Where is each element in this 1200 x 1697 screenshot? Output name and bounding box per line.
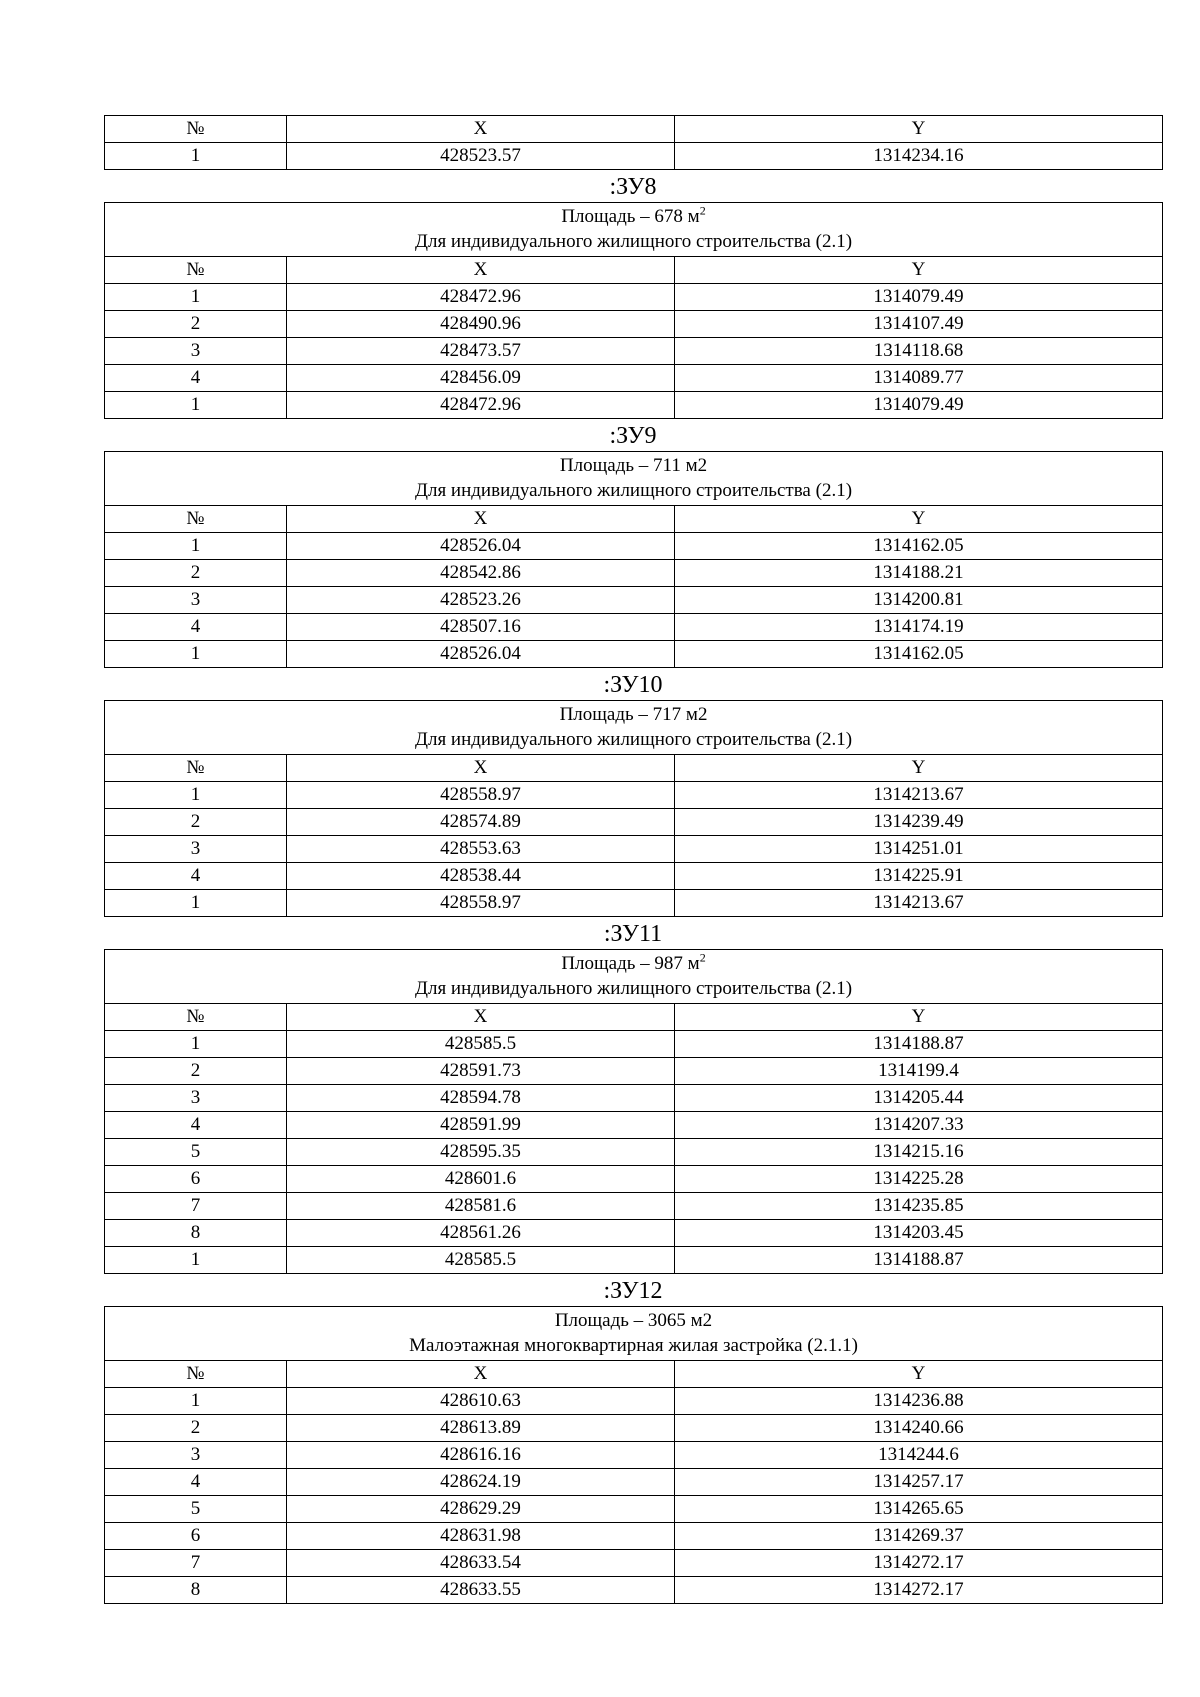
point-number: 1 — [105, 284, 287, 311]
point-y: 1314107.49 — [675, 311, 1163, 338]
table-row — [105, 1193, 1163, 1220]
plot-title: :ЗУ10 — [603, 672, 663, 698]
point-x: 428558.97 — [287, 782, 675, 809]
point-y: 1314199.4 — [675, 1058, 1163, 1085]
point-y: 1314213.67 — [675, 782, 1163, 809]
point-y: 1314188.21 — [675, 560, 1163, 587]
point-number: 8 — [105, 1577, 287, 1604]
point-number: 1 — [105, 1247, 287, 1274]
point-number: 6 — [105, 1523, 287, 1550]
point-x: 428523.57 — [287, 143, 675, 170]
point-number: 7 — [105, 1193, 287, 1220]
table-row — [105, 1112, 1163, 1139]
table-row — [105, 614, 1163, 641]
plot-area: Площадь – 717 м2 — [559, 704, 708, 725]
plot-info-row — [105, 452, 1163, 506]
table-row — [105, 1247, 1163, 1274]
point-x: 428456.09 — [287, 365, 675, 392]
plot-info-row — [105, 1307, 1163, 1361]
top-coordinates-table — [104, 115, 1163, 170]
point-y: 1314225.91 — [675, 863, 1163, 890]
table-header-row — [105, 506, 1163, 533]
point-x: 428507.16 — [287, 614, 675, 641]
table-header-row — [105, 1361, 1163, 1388]
point-y: 1314234.16 — [675, 143, 1163, 170]
point-number: 3 — [105, 1085, 287, 1112]
point-x: 428594.78 — [287, 1085, 675, 1112]
plot-info — [105, 701, 1163, 755]
table-row — [105, 863, 1163, 890]
table-row — [105, 311, 1163, 338]
plot-table — [104, 451, 1163, 668]
point-x: 428610.63 — [287, 1388, 675, 1415]
point-x: 428616.16 — [287, 1442, 675, 1469]
point-y: 1314205.44 — [675, 1085, 1163, 1112]
point-x: 428553.63 — [287, 836, 675, 863]
plot-title: :ЗУ12 — [603, 1278, 663, 1304]
header-number: № — [105, 755, 287, 782]
point-x: 428585.5 — [287, 1247, 675, 1274]
header-x: X — [287, 506, 675, 533]
plot-area: Площадь – 678 $м^2$ — [561, 203, 706, 227]
point-x: 428472.96 — [287, 392, 675, 419]
header-x: X — [287, 1361, 675, 1388]
point-y: 1314079.49 — [675, 392, 1163, 419]
table-row — [105, 533, 1163, 560]
plot-area: Площадь – 987 $м^2$ — [561, 950, 706, 974]
point-number: 4 — [105, 1112, 287, 1139]
point-y: 1314269.37 — [675, 1523, 1163, 1550]
point-number: 1 — [105, 1388, 287, 1415]
point-x: 428538.44 — [287, 863, 675, 890]
plot-use: Малоэтажная многоквартирная жилая застройка (2.1.1) — [409, 1335, 858, 1356]
point-x: 428595.35 — [287, 1139, 675, 1166]
plot-info-row — [105, 950, 1163, 1004]
plot-area: Площадь – 711 м2 — [559, 455, 708, 476]
plot-info — [105, 203, 1163, 257]
point-y: 1314236.88 — [675, 1388, 1163, 1415]
table-row — [105, 338, 1163, 365]
point-x: 428558.97 — [287, 890, 675, 917]
point-number: 1 — [105, 782, 287, 809]
point-y: 1314079.49 — [675, 284, 1163, 311]
point-x: 428574.89 — [287, 809, 675, 836]
table-row — [105, 1577, 1163, 1604]
table-row — [105, 782, 1163, 809]
table-row — [105, 1496, 1163, 1523]
point-y: 1314162.05 — [675, 533, 1163, 560]
point-number: 2 — [105, 560, 287, 587]
table-row — [105, 890, 1163, 917]
point-y: 1314240.66 — [675, 1415, 1163, 1442]
point-y: 1314239.49 — [675, 809, 1163, 836]
point-x: 428526.04 — [287, 641, 675, 668]
point-number: 4 — [105, 1469, 287, 1496]
point-number: 5 — [105, 1496, 287, 1523]
point-x: 428631.98 — [287, 1523, 675, 1550]
plot-use: Для индивидуального жилищного строительства (2.1) — [415, 978, 853, 999]
point-x: 428523.26 — [287, 587, 675, 614]
point-number: 3 — [105, 1442, 287, 1469]
point-x: 428473.57 — [287, 338, 675, 365]
header-x: X — [287, 257, 675, 284]
point-y: 1314272.17 — [675, 1550, 1163, 1577]
point-y: 1314118.68 — [675, 338, 1163, 365]
table-row — [105, 641, 1163, 668]
table-row — [105, 284, 1163, 311]
plot-info — [105, 452, 1163, 506]
table-header-row — [105, 257, 1163, 284]
point-number: 2 — [105, 1415, 287, 1442]
point-y: 1314188.87 — [675, 1247, 1163, 1274]
table-row — [105, 1550, 1163, 1577]
table-row — [105, 1220, 1163, 1247]
table-row — [105, 1166, 1163, 1193]
plot-table — [104, 1306, 1163, 1604]
header-number: № — [105, 1004, 287, 1031]
table-row — [105, 1139, 1163, 1166]
table-row — [105, 143, 1163, 170]
point-y: 1314174.19 — [675, 614, 1163, 641]
point-y: 1314200.81 — [675, 587, 1163, 614]
point-y: 1314162.05 — [675, 641, 1163, 668]
plot-use: Для индивидуального жилищного строительства (2.1) — [415, 231, 853, 252]
point-number: 2 — [105, 311, 287, 338]
table-row — [105, 1031, 1163, 1058]
point-x: 428601.6 — [287, 1166, 675, 1193]
header-number: № — [105, 257, 287, 284]
point-number: 3 — [105, 587, 287, 614]
table-row — [105, 1523, 1163, 1550]
table-row — [105, 1388, 1163, 1415]
plot-info — [105, 1307, 1163, 1361]
header-y: Y — [675, 116, 1163, 143]
point-number: 3 — [105, 338, 287, 365]
table-header-row — [105, 116, 1163, 143]
point-y: 1314251.01 — [675, 836, 1163, 863]
plot-title: :ЗУ11 — [603, 921, 663, 947]
plot-use: Для индивидуального жилищного строительства (2.1) — [415, 480, 853, 501]
point-x: 428591.73 — [287, 1058, 675, 1085]
table-header-row — [105, 755, 1163, 782]
point-x: 428542.86 — [287, 560, 675, 587]
point-number: 1 — [105, 890, 287, 917]
plot-info-row — [105, 203, 1163, 257]
plot-table — [104, 949, 1163, 1274]
table-row — [105, 392, 1163, 419]
header-number: № — [105, 116, 287, 143]
point-x: 428490.96 — [287, 311, 675, 338]
point-y: 1314207.33 — [675, 1112, 1163, 1139]
point-x: 428624.19 — [287, 1469, 675, 1496]
point-number: 5 — [105, 1139, 287, 1166]
coordinates-document — [104, 115, 1162, 1604]
plot-title: :ЗУ9 — [609, 423, 657, 449]
point-y: 1314272.17 — [675, 1577, 1163, 1604]
header-y: Y — [675, 506, 1163, 533]
point-y: 1314244.6 — [675, 1442, 1163, 1469]
header-number: № — [105, 1361, 287, 1388]
plot-table — [104, 202, 1163, 419]
table-header-row — [105, 1004, 1163, 1031]
point-number: 6 — [105, 1166, 287, 1193]
header-y: Y — [675, 755, 1163, 782]
point-x: 428561.26 — [287, 1220, 675, 1247]
point-number: 1 — [105, 641, 287, 668]
table-row — [105, 587, 1163, 614]
header-x: X — [287, 755, 675, 782]
table-row — [105, 809, 1163, 836]
point-x: 428526.04 — [287, 533, 675, 560]
table-row — [105, 560, 1163, 587]
point-number: 2 — [105, 809, 287, 836]
point-number: 4 — [105, 863, 287, 890]
point-y: 1314257.17 — [675, 1469, 1163, 1496]
table-row — [105, 836, 1163, 863]
point-y: 1314203.45 — [675, 1220, 1163, 1247]
point-number: 1 — [105, 1031, 287, 1058]
point-number: 4 — [105, 614, 287, 641]
point-y: 1314215.16 — [675, 1139, 1163, 1166]
header-number: № — [105, 506, 287, 533]
table-row — [105, 1442, 1163, 1469]
point-number: 1 — [105, 392, 287, 419]
table-row — [105, 1058, 1163, 1085]
table-row — [105, 1415, 1163, 1442]
plot-info — [105, 950, 1163, 1004]
point-x: 428613.89 — [287, 1415, 675, 1442]
point-x: 428585.5 — [287, 1031, 675, 1058]
header-x: X — [287, 1004, 675, 1031]
table-row — [105, 365, 1163, 392]
header-x: X — [287, 116, 675, 143]
point-y: 1314225.28 — [675, 1166, 1163, 1193]
point-x: 428633.54 — [287, 1550, 675, 1577]
point-y: 1314089.77 — [675, 365, 1163, 392]
point-number: 1 — [105, 143, 287, 170]
point-y: 1314265.65 — [675, 1496, 1163, 1523]
point-y: 1314235.85 — [675, 1193, 1163, 1220]
plot-info-row — [105, 701, 1163, 755]
header-y: Y — [675, 1004, 1163, 1031]
table-row — [105, 1085, 1163, 1112]
point-number: 2 — [105, 1058, 287, 1085]
point-number: 4 — [105, 365, 287, 392]
point-x: 428581.6 — [287, 1193, 675, 1220]
point-x: 428472.96 — [287, 284, 675, 311]
point-y: 1314188.87 — [675, 1031, 1163, 1058]
plot-area: Площадь – 3065 м2 — [554, 1310, 713, 1331]
point-x: 428591.99 — [287, 1112, 675, 1139]
point-number: 8 — [105, 1220, 287, 1247]
point-number: 1 — [105, 533, 287, 560]
header-y: Y — [675, 1361, 1163, 1388]
table-row — [105, 1469, 1163, 1496]
point-x: 428629.29 — [287, 1496, 675, 1523]
point-number: 7 — [105, 1550, 287, 1577]
point-x: 428633.55 — [287, 1577, 675, 1604]
plot-title: :ЗУ8 — [609, 174, 657, 200]
header-y: Y — [675, 257, 1163, 284]
plot-use: Для индивидуального жилищного строительства (2.1) — [415, 729, 853, 750]
plot-table — [104, 700, 1163, 917]
point-number: 3 — [105, 836, 287, 863]
point-y: 1314213.67 — [675, 890, 1163, 917]
